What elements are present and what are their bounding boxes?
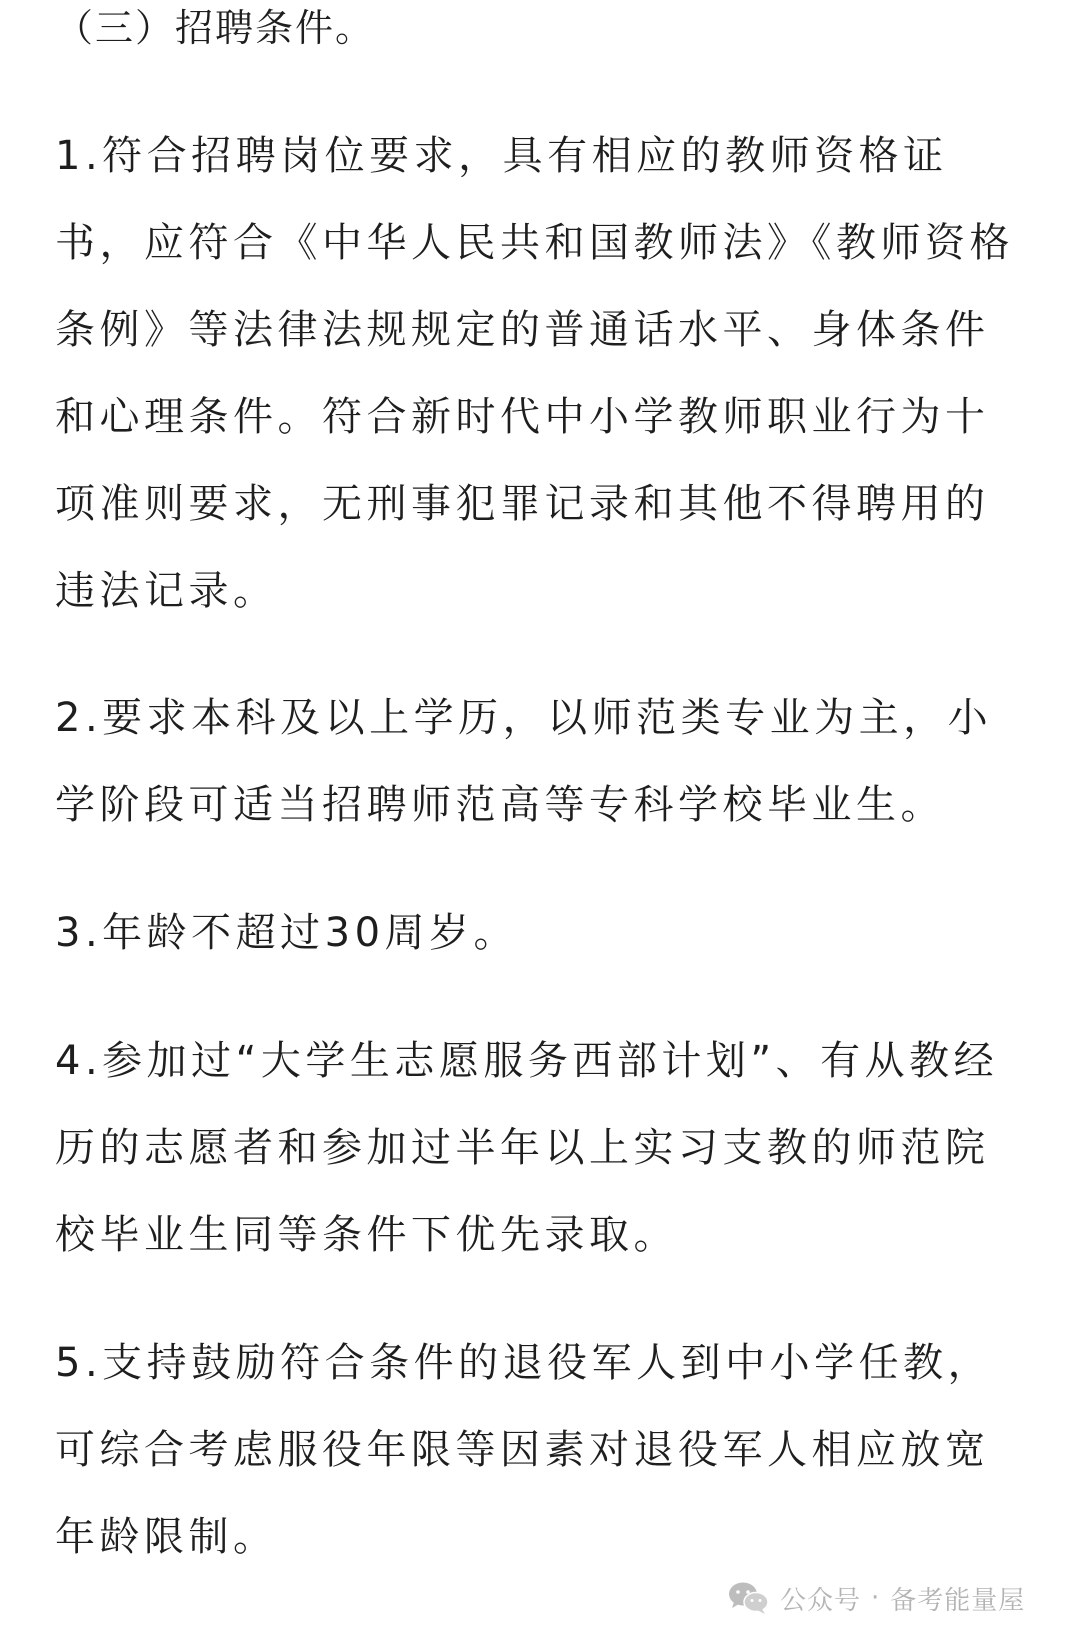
watermark-account-name: 备考能量屋 — [890, 1585, 1026, 1616]
item-1-line-6: 违法记录。 — [55, 568, 278, 614]
item-2-line-2: 学阶段可适当招聘师范高等专科学校毕业生。 — [55, 782, 945, 828]
item-4-line-2: 历的志愿者和参加过半年以上实习支教的师范院 — [55, 1125, 990, 1171]
item-1-line-2: 书，应符合《中华人民共和国教师法》《教师资格 — [55, 220, 1014, 266]
item-1-line-1: 1.符合招聘岗位要求，具有相应的教师资格证 — [55, 133, 948, 179]
watermark-label: 公众号 — [780, 1585, 862, 1616]
item-1-line-3: 条例》等法律法规规定的普通话水平、身体条件 — [55, 307, 990, 353]
item-5-line-2: 可综合考虑服役年限等因素对退役军人相应放宽 — [55, 1427, 990, 1473]
item-2-line-1: 2.要求本科及以上学历，以师范类专业为主，小 — [55, 695, 993, 741]
item-1-line-5: 项准则要求，无刑事犯罪记录和其他不得聘用的 — [55, 481, 990, 527]
section-heading: （三）招聘条件。 — [55, 6, 376, 50]
item-5-line-1: 5.支持鼓励符合条件的退役军人到中小学任教， — [55, 1340, 993, 1386]
wechat-icon — [728, 1581, 770, 1615]
watermark — [728, 1578, 1025, 1618]
item-4-line-3: 校毕业生同等条件下优先录取。 — [55, 1212, 678, 1258]
item-5-line-3: 年龄限制。 — [55, 1514, 278, 1560]
item-4-line-1: 4.参加过“大学生志愿服务西部计划”、有从教经 — [55, 1038, 999, 1084]
watermark-separator: · — [871, 1583, 881, 1613]
item-1-line-4: 和心理条件。符合新时代中小学教师职业行为十 — [55, 394, 990, 440]
item-3-line-1: 3.年龄不超过30周岁。 — [55, 910, 519, 956]
